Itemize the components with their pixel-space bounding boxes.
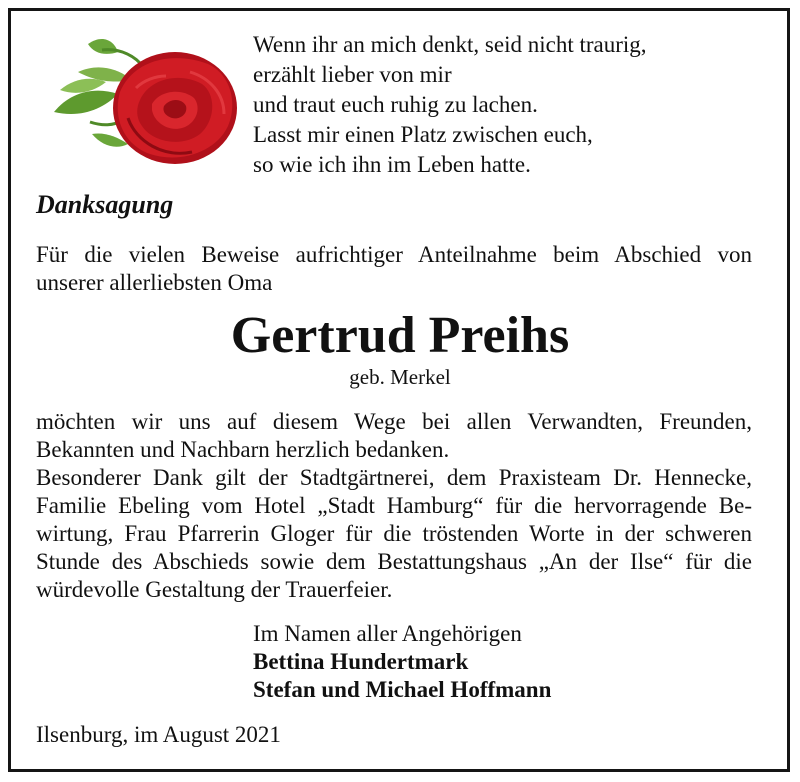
- body-line: wirtung, Frau Pfarrerin Gloger für die tröstenden Worte in der schweren: [36, 521, 752, 546]
- signoff-name: Stefan und Michael Hoffmann: [253, 677, 552, 702]
- signoff-name: Bettina Hundertmark: [253, 649, 469, 674]
- poem-line: so wie ich ihn im Leben hatte.: [253, 152, 531, 177]
- poem-line: erzählt lieber von mir: [253, 62, 452, 87]
- poem-line: und traut euch ruhig zu lachen.: [253, 92, 538, 117]
- body-line: Stunde des Abschieds sowie dem Bestattungshaus „An der Ilse“ für die: [36, 549, 752, 574]
- intro-line: unserer allerliebsten Oma: [36, 270, 273, 295]
- deceased-name: Gertrud Preihs: [230, 307, 570, 364]
- heading: Danksagung: [36, 190, 174, 219]
- body-line: würdevolle Gestaltung der Trauerfeier.: [36, 577, 393, 602]
- poem: [253, 30, 647, 180]
- body-line: möchten wir uns auf diesem Wege bei allen Verwandten, Freunden,: [36, 409, 752, 434]
- place-date: Ilsenburg, im August 2021: [36, 722, 281, 747]
- special-thanks-paragraph: [36, 464, 752, 604]
- red-rose-icon: [40, 22, 240, 172]
- signoff: [253, 620, 551, 704]
- body-line: Familie Ebeling vom Hotel „Stadt Hamburg“ für die hervorragende Be-: [36, 493, 752, 518]
- intro-paragraph: [36, 241, 752, 297]
- intro-line: Für die vielen Beweise aufrichtiger Anteilnahme beim Abschied von: [36, 242, 752, 267]
- body-line: Besonderer Dank gilt der Stadtgärtnerei, dem Praxisteam Dr. Hennecke,: [36, 465, 752, 490]
- poem-line: Lasst mir einen Platz zwischen euch,: [253, 122, 593, 147]
- birth-name: geb. Merkel: [349, 365, 451, 389]
- poem-line: Wenn ihr an mich denkt, seid nicht traurig,: [253, 32, 647, 57]
- thanks-paragraph: [36, 408, 752, 464]
- signoff-intro: Im Namen aller Angehörigen: [253, 621, 522, 646]
- body-line: Bekannten und Nachbarn herzlich bedanken.: [36, 437, 450, 462]
